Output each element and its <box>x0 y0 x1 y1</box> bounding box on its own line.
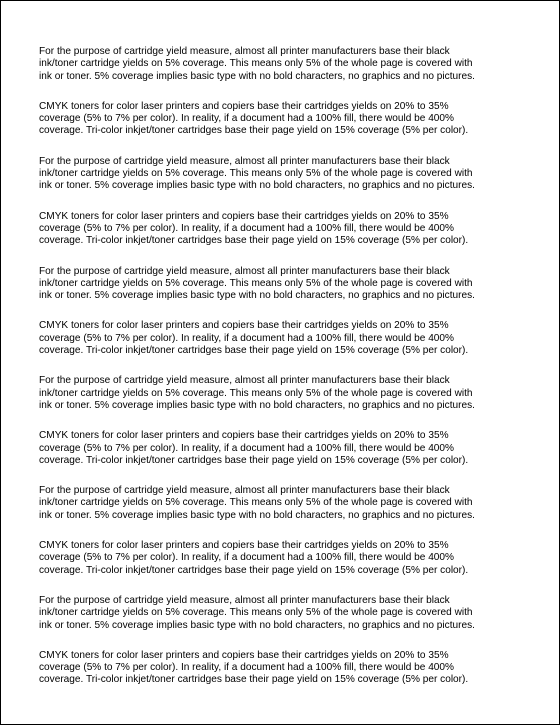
text-line: ink/toner cartridge yields on 5% coverage. This means only 5% of the whole page is covered with <box>39 277 473 289</box>
text-line: For the purpose of cartridge yield measure, almost all printer manufacturers base their black <box>39 155 450 167</box>
text-line: coverage. Tri-color inkjet/toner cartridges base their page yield on 15% coverage (5% per color). <box>39 454 469 466</box>
paragraph <box>39 101 529 138</box>
text-line: coverage. Tri-color inkjet/toner cartridges base their page yield on 15% coverage (5% per color). <box>39 345 469 357</box>
text-line: coverage (5% to 7% per color). In reality, if a document had a 100% fill, there would be 400% <box>39 113 455 125</box>
text-line: coverage. Tri-color inkjet/toner cartridges base their page yield on 15% coverage (5% per color). <box>39 125 469 137</box>
text-line: coverage (5% to 7% per color). In reality, if a document had a 100% fill, there would be 400% <box>39 442 455 454</box>
paragraph <box>39 320 529 357</box>
text-line: coverage. Tri-color inkjet/toner cartridges base their page yield on 15% coverage (5% per color). <box>39 235 469 247</box>
text-line: ink/toner cartridge yields on 5% coverage. This means only 5% of the whole page is covered with <box>39 58 473 70</box>
text-line: coverage (5% to 7% per color). In reality, if a document had a 100% fill, there would be 400% <box>39 662 455 674</box>
text-line: CMYK toners for color laser printers and copiers base their cartridges yields on 20% to 35% <box>39 210 449 222</box>
text-line: For the purpose of cartridge yield measure, almost all printer manufacturers base their black <box>39 46 450 57</box>
text-line: ink or toner. 5% coverage implies basic type with no bold characters, no graphics and no pictures. <box>39 290 475 302</box>
text-line: coverage. Tri-color inkjet/toner cartridges base their page yield on 15% coverage (5% per color). <box>39 674 469 686</box>
paragraph <box>39 485 529 522</box>
text-line: coverage. Tri-color inkjet/toner cartridges base their page yield on 15% coverage (5% per color). <box>39 564 469 576</box>
text-line: coverage (5% to 7% per color). In reality, if a document had a 100% fill, there would be 400% <box>39 222 455 234</box>
text-line: ink/toner cartridge yields on 5% coverage. This means only 5% of the whole page is covered with <box>39 168 473 180</box>
paragraph <box>39 375 529 412</box>
text-line: For the purpose of cartridge yield measure, almost all printer manufacturers base their black <box>39 594 450 606</box>
text-line: CMYK toners for color laser printers and copiers base their cartridges yields on 20% to 35% <box>39 320 449 332</box>
text-line: coverage (5% to 7% per color). In reality, if a document had a 100% fill, there would be 400% <box>39 552 455 564</box>
text-line: For the purpose of cartridge yield measure, almost all printer manufacturers base their black <box>39 485 450 497</box>
paragraph <box>39 156 529 193</box>
paragraph <box>39 650 529 687</box>
text-line: For the purpose of cartridge yield measure, almost all printer manufacturers base their black <box>39 375 450 387</box>
text-line: ink or toner. 5% coverage implies basic type with no bold characters, no graphics and no pictures. <box>39 509 475 521</box>
page-content <box>39 46 529 705</box>
text-line: coverage (5% to 7% per color). In reality, if a document had a 100% fill, there would be 400% <box>39 332 455 344</box>
text-line: ink/toner cartridge yields on 5% coverage. This means only 5% of the whole page is covered with <box>39 607 473 619</box>
text-line: For the purpose of cartridge yield measure, almost all printer manufacturers base their black <box>39 265 450 277</box>
paragraph <box>39 266 529 303</box>
text-line: CMYK toners for color laser printers and copiers base their cartridges yields on 20% to 35% <box>39 430 449 442</box>
paragraph <box>39 46 529 83</box>
text-line: ink/toner cartridge yields on 5% coverage. This means only 5% of the whole page is covered with <box>39 387 473 399</box>
text-line: CMYK toners for color laser printers and copiers base their cartridges yields on 20% to 35% <box>39 540 449 552</box>
text-line: CMYK toners for color laser printers and copiers base their cartridges yields on 20% to 35% <box>39 649 449 661</box>
text-line: ink or toner. 5% coverage implies basic type with no bold characters, no graphics and no pictures. <box>39 399 475 411</box>
paragraph <box>39 211 529 248</box>
text-line: ink/toner cartridge yields on 5% coverage. This means only 5% of the whole page is covered with <box>39 497 473 509</box>
text-line: ink or toner. 5% coverage implies basic type with no bold characters, no graphics and no pictures. <box>39 70 475 82</box>
text-line: ink or toner. 5% coverage implies basic type with no bold characters, no graphics and no pictures. <box>39 619 475 631</box>
text-line: CMYK toners for color laser printers and copiers base their cartridges yields on 20% to 35% <box>39 100 449 112</box>
paragraph <box>39 540 529 577</box>
paragraph <box>39 430 529 467</box>
text-line: ink or toner. 5% coverage implies basic type with no bold characters, no graphics and no pictures. <box>39 180 475 192</box>
paragraph <box>39 595 529 632</box>
